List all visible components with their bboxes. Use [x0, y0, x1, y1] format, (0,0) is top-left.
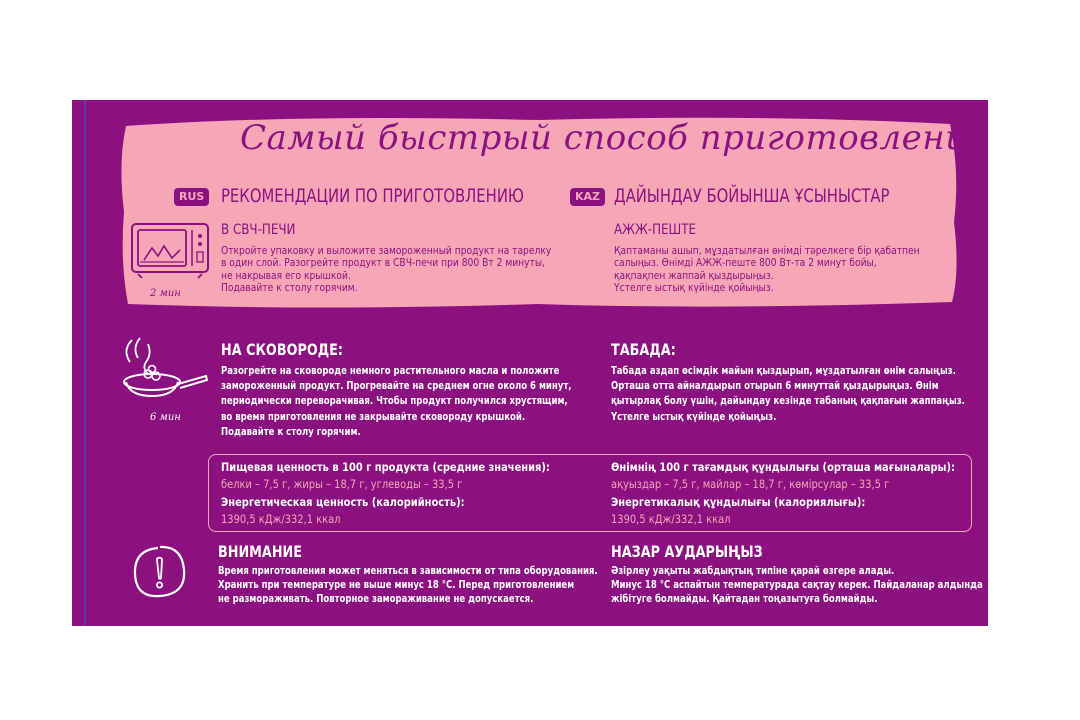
kaz-warning-text: Әзірлеу уақыты жабдықтың типіне қарай өзгере алады. Минус 18 °C аспайтын температурада сақтау керек. Пайдаланар алдында жібітуге болмайды. Қайтадан тоңазытуға болмайды. [611, 565, 983, 605]
exclamation-circle-icon [132, 544, 188, 600]
kaz-microwave-text: Қаптаманы ашып, мұздатылған өнімді тәрелкеге бір қабатпен салыңыз. Өнімді АЖЖ-пеште 800 Вт-та 2 минут бойы, қақпақпен жаппай қыздырыңыз. Үстелге ыстық күйінде қойыңыз. [614, 245, 920, 295]
frying-pan-icon [118, 336, 210, 404]
kaz-pan-heading: ТАБАДА: [611, 340, 676, 359]
kaz-energy-heading: Энергетикалық құндылығы (калориялығы): [611, 495, 866, 509]
kaz-nutrition-values: ақуыздар – 7,5 г, майлар – 18,7 г, көмірсулар – 33,5 г [611, 476, 890, 491]
page-title: Самый быстрый способ приготовления [240, 118, 991, 158]
rus-nutrition-values: белки – 7,5 г, жиры – 18,7 г, углеводы – 33,5 г [221, 476, 463, 491]
rus-microwave-subheading: В СВЧ-ПЕЧИ [221, 222, 296, 238]
rus-microwave-text: Откройте упаковку и выложите замороженный продукт на тарелку в один слой. Разогрейте продукт в СВЧ-печи при 800 Вт 2 минуты, не накрывая его крышкой. Подавайте к столу горячим. [221, 245, 552, 295]
rus-heading: РЕКОМЕНДАЦИИ ПО ПРИГОТОВЛЕНИЮ [221, 185, 524, 207]
kaz-pan-text: Табада аздап өсімдік майын қыздырып, мұздатылған өнім салыңыз. Орташа отта айналдырып отырып 6 минуттай қыздырыңыз. Өнім қытырлақ болу үшін, дайындау кезінде табаның қақпағын жаппаңыз. Үстелге ыстық күйінде қойыңыз. [611, 365, 965, 423]
kaz-heading: ДАЙЫНДАУ БОЙЫНША ҰСЫНЫСТАР [614, 185, 890, 207]
kaz-energy-value: 1390,5 кДж/332,1 ккал [611, 511, 731, 526]
rus-energy-heading: Энергетическая ценность (калорийность): [221, 495, 465, 509]
kaz-warning-heading: НАЗАР АУДАРЫҢЫЗ [611, 542, 763, 561]
microwave-time-caption: 2 мин [150, 288, 181, 299]
rus-warning-heading: ВНИМАНИЕ [218, 542, 302, 561]
rus-nutrition [221, 459, 550, 527]
rus-energy-value: 1390,5 кДж/332,1 ккал [221, 511, 341, 526]
rus-pan-text: Разогрейте на сковороде немного растительного масла и положите замороженный продукт. Прогревайте на среднем огне около 6 минут, периодически переворачивая. Чтобы продукт получился хрустящим, во время приготовления не закрывайте сковороду крышкой. Подавайте к столу горячим. [221, 365, 572, 438]
rus-badge: RUS [174, 188, 209, 206]
panel-fold-line [84, 100, 86, 626]
microwave-icon [128, 220, 214, 282]
rus-pan-heading: НА СКОВОРОДЕ: [221, 340, 343, 359]
rus-warning-text: Время приготовления может меняться в зависимости от типа оборудования. Хранить при температуре не выше минус 18 °C. Перед приготовлением не размораживать. Повторное замораживание не допускается. [218, 565, 598, 605]
kaz-microwave-subheading: АЖЖ-ПЕШТЕ [614, 222, 697, 238]
kaz-nutrition [611, 459, 955, 527]
kaz-badge: KAZ [570, 188, 605, 206]
rus-nutrition-heading: Пищевая ценность в 100 г продукта (средние значения): [221, 460, 550, 474]
pan-time-caption: 6 мин [150, 412, 181, 423]
kaz-nutrition-heading: Өнімнің 100 г тағамдық құндылығы (орташа мағыналары): [611, 460, 955, 474]
